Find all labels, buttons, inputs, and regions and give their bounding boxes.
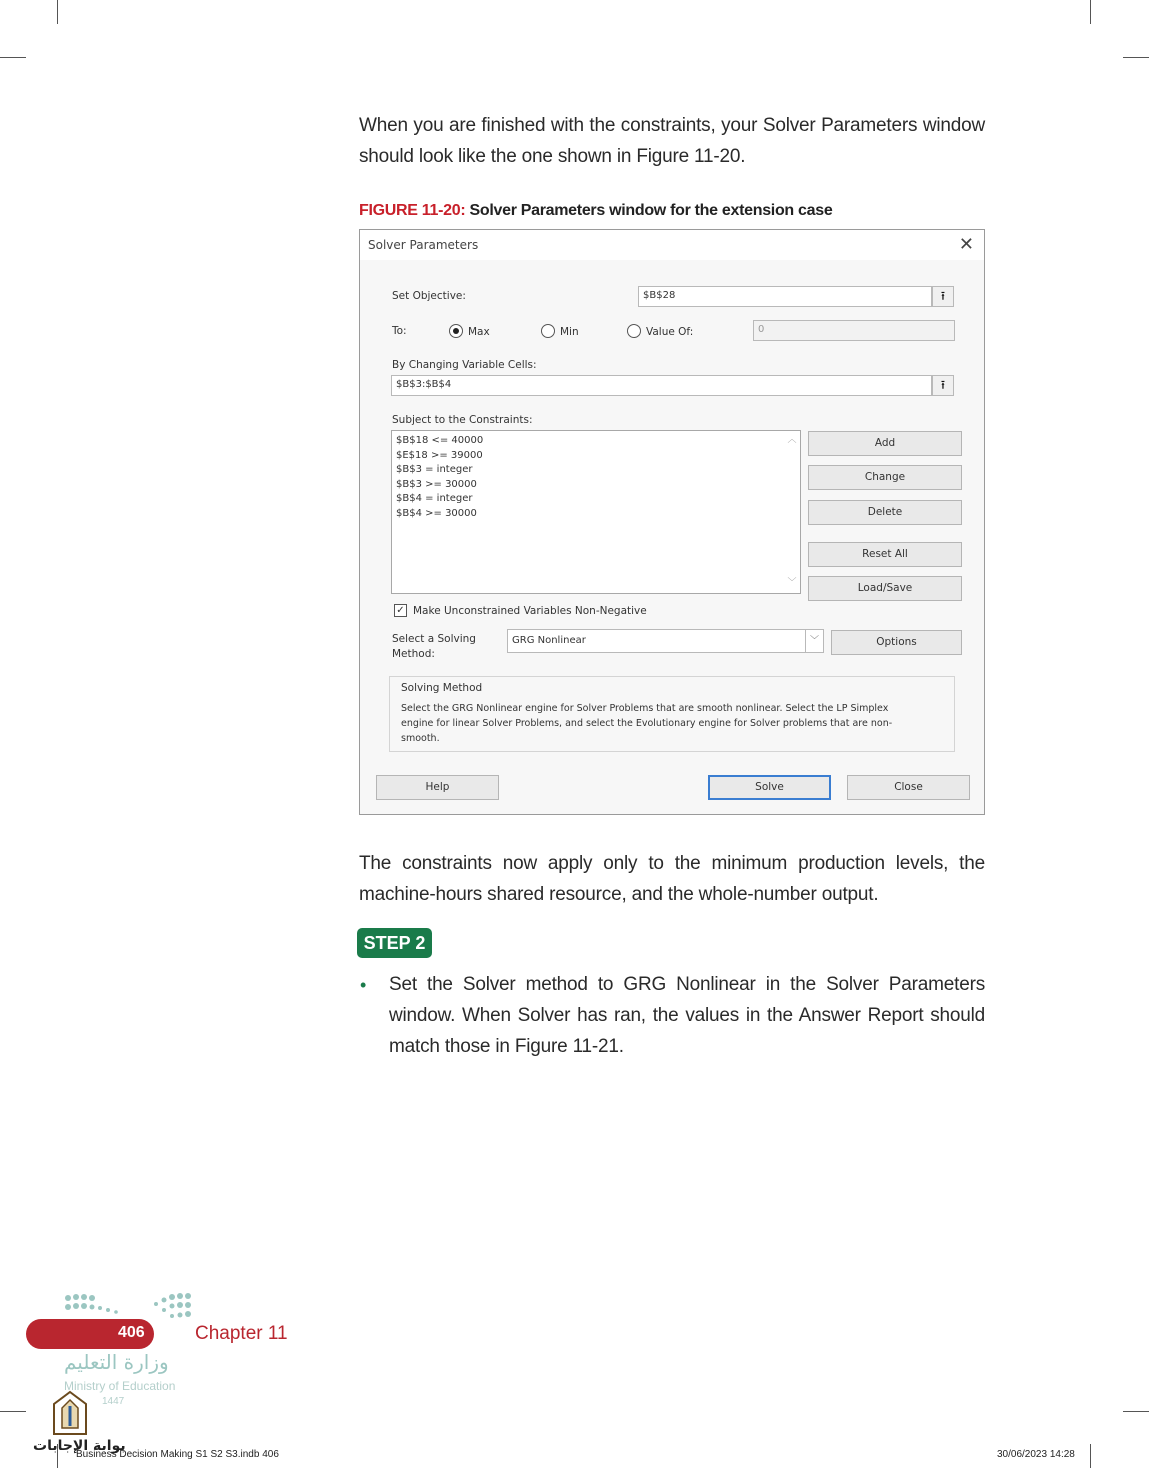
chevron-down-icon[interactable]: ﹀: [787, 578, 797, 589]
close-icon[interactable]: ✕: [958, 234, 974, 255]
radio-value-of[interactable]: [627, 324, 641, 338]
radio-min[interactable]: [541, 324, 555, 338]
intro-paragraph: When you are finished with the constraints, your Solver Parameters window should look like the one shown in Figure 11-20.: [359, 115, 985, 167]
delete-button[interactable]: Delete: [808, 500, 962, 525]
solving-method-value: GRG Nonlinear: [512, 635, 586, 646]
crop-mark: [1090, 1444, 1091, 1468]
add-button[interactable]: Add: [808, 431, 962, 456]
help-button[interactable]: Help: [376, 775, 499, 800]
constraints-label: Subject to the Constraints:: [392, 414, 533, 426]
crop-mark: [57, 0, 58, 24]
radio-min-label: Min: [560, 326, 579, 338]
constraints-scrollbar[interactable]: [784, 431, 800, 593]
chevron-up-icon[interactable]: ︿: [787, 435, 797, 445]
list-item[interactable]: $B$3 >= 30000: [396, 478, 477, 490]
window-titlebar: [360, 230, 984, 260]
value-of-input[interactable]: 0: [753, 320, 955, 341]
upload-arrow-icon: ⭱: [940, 289, 946, 303]
solving-method-label: Select a Solving: [392, 633, 476, 645]
close-button[interactable]: Close: [847, 775, 970, 800]
solving-method-group: [389, 676, 955, 752]
change-button[interactable]: Change: [808, 465, 962, 490]
set-objective-input[interactable]: $B$28: [638, 286, 932, 307]
collapse-changing-cells-button[interactable]: [932, 375, 954, 396]
collapse-objective-button[interactable]: [932, 286, 954, 307]
crop-mark: [1123, 57, 1149, 58]
reset-all-button[interactable]: Reset All: [808, 542, 962, 567]
radio-value-of-label: Value Of:: [646, 326, 694, 338]
group-title: Solving Method: [401, 682, 483, 694]
to-label: To:: [392, 325, 407, 337]
page-number: 406: [118, 1324, 145, 1341]
chapter-label: Chapter 11: [195, 1323, 288, 1344]
changing-cells-input[interactable]: $B$3:$B$4: [391, 375, 932, 396]
watermark-text: بوابة الإجابات: [33, 1438, 126, 1454]
load-save-button[interactable]: Load/Save: [808, 576, 962, 601]
list-item[interactable]: $B$4 >= 30000: [396, 507, 477, 519]
watermark-logo-icon: [48, 1390, 92, 1438]
group-description: Select the GRG Nonlinear engine for Solver Problems that are smooth nonlinear. Select the LP Simplex engine for linear Solver Problems, and select the Evolutionary engine for Solver problems that are non-smooth.: [401, 703, 893, 744]
constraints-list[interactable]: [391, 430, 801, 594]
step-badge: STEP 2: [357, 928, 432, 958]
step-bullet-text: Set the Solver method to GRG Nonlinear in the Solver Parameters window. When Solver has ran, the values in the Answer Report should match those in Figure 11-21.: [389, 974, 985, 1057]
solving-method-select[interactable]: [507, 629, 824, 653]
list-item[interactable]: $B$4 = integer: [396, 493, 473, 505]
solving-method-label-2: Method:: [392, 648, 435, 660]
window-title: Solver Parameters: [368, 238, 479, 252]
ministry-year: 1447: [102, 1396, 125, 1407]
chevron-down-icon[interactable]: ﹀: [805, 630, 823, 652]
ministry-english: Ministry of Education: [64, 1379, 176, 1393]
set-objective-label: Set Objective:: [392, 290, 466, 302]
options-button[interactable]: Options: [831, 630, 962, 655]
changing-cells-label: By Changing Variable Cells:: [392, 359, 537, 371]
solver-parameters-window: [359, 229, 985, 815]
crop-mark: [0, 1411, 26, 1412]
figure-caption: [359, 202, 832, 220]
crop-mark: [1090, 0, 1091, 24]
list-item[interactable]: $B$3 = integer: [396, 464, 473, 476]
after-figure-paragraph: The constraints now apply only to the minimum production levels, the machine-hours shared resource, and the whole-number output.: [359, 853, 985, 905]
radio-max[interactable]: [449, 324, 463, 338]
crop-mark: [0, 57, 26, 58]
list-item[interactable]: $E$18 >= 39000: [396, 449, 483, 461]
figure-number: FIGURE 11-20:: [359, 202, 466, 219]
crop-mark: [1123, 1411, 1149, 1412]
upload-arrow-icon: ⭱: [940, 378, 946, 392]
ministry-arabic: وزارة التعليم: [64, 1350, 169, 1374]
radio-max-label: Max: [468, 326, 490, 338]
nonnegative-checkbox[interactable]: ✓: [394, 604, 407, 617]
list-item[interactable]: $B$18 <= 40000: [396, 435, 484, 446]
solve-button[interactable]: Solve: [708, 775, 831, 800]
bullet-icon: •: [360, 975, 367, 995]
nonnegative-label: Make Unconstrained Variables Non-Negative: [413, 605, 647, 617]
figure-title: Solver Parameters window for the extension case: [465, 202, 833, 219]
footer-file-name: Business Decision Making S1 S2 S3.indb 406: [76, 1449, 279, 1460]
footer-timestamp: 30/06/2023 14:28: [997, 1449, 1075, 1460]
